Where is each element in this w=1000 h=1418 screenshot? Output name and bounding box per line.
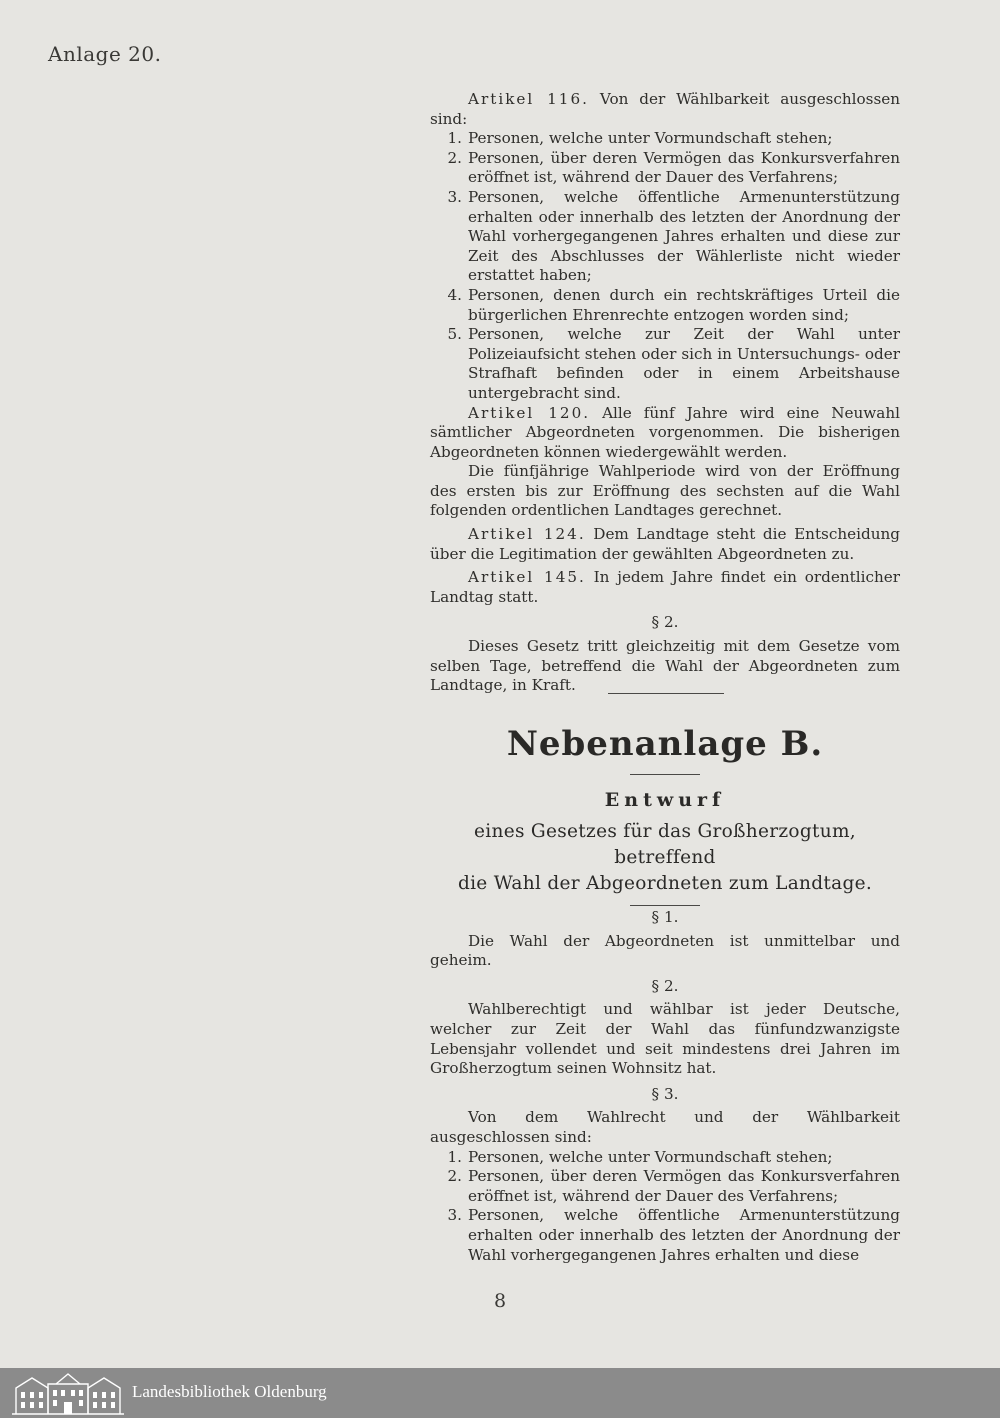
section-divider (608, 693, 724, 694)
articles-section (430, 90, 900, 696)
article-124-paragraph (430, 525, 900, 564)
list-item-number: 2. (447, 1167, 462, 1186)
article-116-heading: Artikel 116. (468, 90, 589, 108)
list-item-text: Personen, welche öffentliche Armenunterstützung erhalten oder innerhalb des letzten der Anordnung der Wahl vorhergegangenen Jahres erhalten und diese zur Zeit des Abschlusses der Wählerliste nicht wieder erstattet haben; (468, 187, 900, 285)
article-145-paragraph (430, 568, 900, 607)
library-name: Landesbibliothek Oldenburg (132, 1382, 327, 1401)
annex-label: Anlage 20. (48, 42, 162, 66)
list-item (430, 149, 900, 188)
article-120-heading: Artikel 120. (468, 403, 591, 422)
list-item-number: 2. (447, 148, 462, 167)
list-item (430, 325, 900, 403)
article-120-paragraph-2: Die fünfjährige Wahlperiode wird von der Eröffnung des ersten bis zur Eröffnung des sechsten auf die Wahl folgenden ordentlichen Landtages gerechnet. (430, 462, 900, 520)
annex-b-subtitle: Entwurf (604, 789, 726, 811)
annex-b-section-1-label: § 1. (651, 908, 679, 926)
list-item-number: 3. (447, 187, 462, 206)
article-120-text: Alle fünf Jahre wird eine Neuwahl sämtlicher Abgeordneten vorgenommen. Die bisherigen Abgeordneten können wiedergewählt werden. (430, 403, 901, 461)
annex-b-section-3-list (430, 1148, 900, 1266)
list-item (430, 1167, 900, 1206)
title-divider (630, 774, 700, 775)
list-item-number: 5. (447, 325, 462, 344)
list-item-number: 1. (447, 129, 462, 148)
list-item-text: Personen, welche unter Vormundschaft stehen; (468, 129, 833, 148)
article-124-heading: Artikel 124. (468, 525, 586, 544)
article-145-heading: Artikel 145. (468, 568, 586, 587)
annex-b-section-2-text: Wahlberechtigt und wählbar ist jeder Deutsche, welcher zur Zeit der Wahl das fünfundzwanzigste Lebensjahr vollendet und seit mindestens drei Jahren im Großherzogtum seinen Wohnsitz hat. (430, 1000, 900, 1078)
list-item (430, 188, 900, 286)
list-item-text: Personen, über deren Vermögen das Konkursverfahren eröffnet ist, während der Dauer des Verfahrens; (468, 1167, 900, 1205)
article-116-intro (430, 90, 900, 129)
list-item-text: Personen, über deren Vermögen das Konkursverfahren eröffnet ist, während der Dauer des Verfahrens; (468, 148, 900, 187)
annex-b-section-3-text: Von dem Wahlrecht und der Wählbarkeit ausgeschlossen sind: (430, 1108, 900, 1146)
annex-b-description-line-1: eines Gesetzes für das Großherzogtum, betreffend (474, 821, 856, 868)
annex-b-title-block (430, 722, 900, 906)
article-116-list (430, 129, 900, 403)
list-item (430, 129, 900, 149)
article-145-text: In jedem Jahre findet ein ordentlicher Landtag statt. (430, 568, 900, 606)
section-2-text: Dieses Gesetz tritt gleichzeitig mit dem Gesetze vom selben Tage, betreffend die Wahl der Abgeordneten zum Landtage, in Kraft. (430, 637, 900, 695)
list-item-text: Personen, denen durch ein rechtskräftiges Urteil die bürgerlichen Ehrenrechte entzogen worden sind; (468, 285, 900, 324)
list-item-text: Personen, welche unter Vormundschaft stehen; (468, 1147, 833, 1166)
section-2-label: § 2. (651, 613, 679, 632)
list-item-number: 3. (447, 1206, 462, 1225)
annex-b-description-line-2: die Wahl der Abgeordneten zum Landtage. (457, 873, 873, 894)
annex-b-title: Nebenanlage B. (506, 724, 824, 764)
footer-bar (0, 1368, 1000, 1418)
list-item (430, 286, 900, 325)
list-item (430, 1206, 900, 1265)
list-item-text: Personen, welche öffentliche Armenunterstützung erhalten oder innerhalb des letzten der Anordnung der Wahl vorhergegangenen Jahres erhalten und diese (468, 1206, 900, 1264)
article-124-text: Dem Landtage steht die Entscheidung über die Legitimation der gewählten Abgeordneten zu. (430, 525, 900, 563)
annex-b-section-1-text: Die Wahl der Abgeordneten ist unmittelbar und geheim. (430, 931, 900, 970)
article-120-paragraph (430, 404, 900, 463)
page-number: 8 (493, 1290, 507, 1312)
library-building-icon (10, 1370, 126, 1416)
annex-b-section-2-label: § 2. (651, 976, 679, 995)
list-item (430, 1148, 900, 1168)
annex-b-section-3-label: § 3. (651, 1084, 679, 1103)
list-item-text: Personen, welche zur Zeit der Wahl unter Polizeiaufsicht stehen oder sich in Untersuchungs- oder Strafhaft befinden oder in einem Arbeitshause untergebracht sind. (468, 325, 900, 402)
list-item-number: 4. (447, 285, 462, 304)
list-item-number: 1. (447, 1147, 462, 1166)
article-116-lead: Von der Wählbarkeit ausgeschlossen sind: (430, 90, 901, 128)
annex-b-body (430, 902, 900, 1265)
